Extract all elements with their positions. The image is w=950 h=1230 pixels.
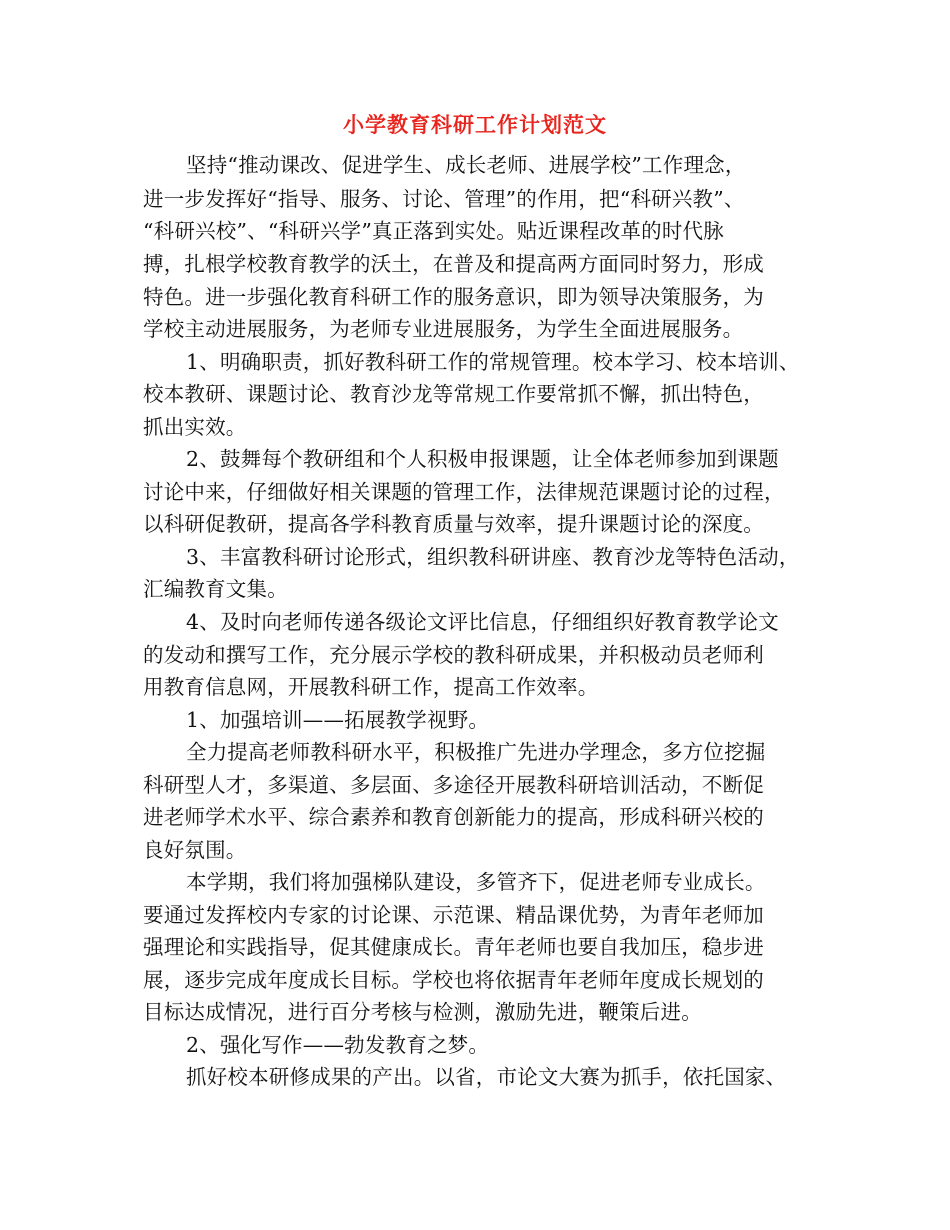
body-line: 良好氛围。	[143, 838, 247, 862]
body-line: 用教育信息网，开展教科研工作，提高工作效率。	[143, 675, 599, 699]
body-line: 2、鼓舞每个教研组和个人积极申报课题，让全体老师参加到课题	[186, 447, 779, 471]
body-line: 1、明确职责，抓好教科研工作的常规管理。校本学习、校本培训、	[186, 350, 800, 374]
body-line: “科研兴校”、“科研兴学”真正落到实处。贴近课程改革的时代脉	[143, 219, 724, 243]
body-line: 进一步发挥好“指导、服务、讨论、管理”的作用，把“科研兴教”、	[143, 187, 745, 211]
body-line: 科研型人才，多渠道、多层面、多途径开展教科研培训活动，不断促	[143, 773, 764, 797]
body-line: 本学期，我们将加强梯队建设，多管齐下，促进老师专业成长。	[186, 870, 766, 894]
body-line: 校本教研、课题讨论、教育沙龙等常规工作要常抓不懈，抓出特色，	[143, 382, 764, 406]
body-line: 3、丰富教科研讨论形式，组织教科研讲座、教育沙龙等特色活动，	[186, 545, 800, 569]
body-line: 汇编教育文集。	[143, 577, 288, 601]
body-line: 要通过发挥校内专家的讨论课、示范课、精品课优势，为青年老师加	[143, 903, 764, 927]
section-heading: 2、强化写作——勃发教育之梦。	[186, 1033, 490, 1057]
body-line: 学校主动进展服务，为老师专业进展服务，为学生全面进展服务。	[143, 317, 744, 341]
body-line: 讨论中来，仔细做好相关课题的管理工作，法律规范课题讨论的过程，	[143, 480, 785, 504]
body-line: 4、及时向老师传递各级论文评比信息，仔细组织好教育教学论文	[186, 610, 779, 634]
body-line: 强理论和实践指导，促其健康成长。青年老师也要自我加压，稳步进	[143, 935, 764, 959]
body-line: 特色。进一步强化教育科研工作的服务意识，即为领导决策服务，为	[143, 285, 764, 309]
document-title: 小学教育科研工作计划范文	[343, 112, 607, 137]
body-line: 展，逐步完成年度成长目标。学校也将依据青年老师年度成长规划的	[143, 968, 764, 992]
body-line: 进老师学术水平、综合素养和教育创新能力的提高，形成科研兴校的	[143, 805, 764, 829]
body-line: 抓出实效。	[143, 415, 247, 439]
body-line: 抓好校本研修成果的产出。以省，市论文大赛为抓手，依托国家、	[186, 1065, 787, 1089]
body-line: 坚持“推动课改、促进学生、成长老师、进展学校”工作理念，	[186, 153, 746, 177]
body-line: 搏，扎根学校教育教学的沃土，在普及和提高两方面同时努力，形成	[143, 252, 764, 276]
body-line: 以科研促教研，提高各学科教育质量与效率，提升课题讨论的深度。	[143, 512, 764, 536]
body-line: 的发动和撰写工作，充分展示学校的教科研成果，并积极动员老师利	[143, 643, 764, 667]
section-heading: 1、加强培训——拓展教学视野。	[186, 708, 490, 732]
body-line: 全力提高老师教科研水平，积极推广先进办学理念，多方位挖掘	[186, 740, 766, 764]
body-line: 目标达成情况，进行百分考核与检测，激励先进，鞭策后进。	[143, 1000, 702, 1024]
